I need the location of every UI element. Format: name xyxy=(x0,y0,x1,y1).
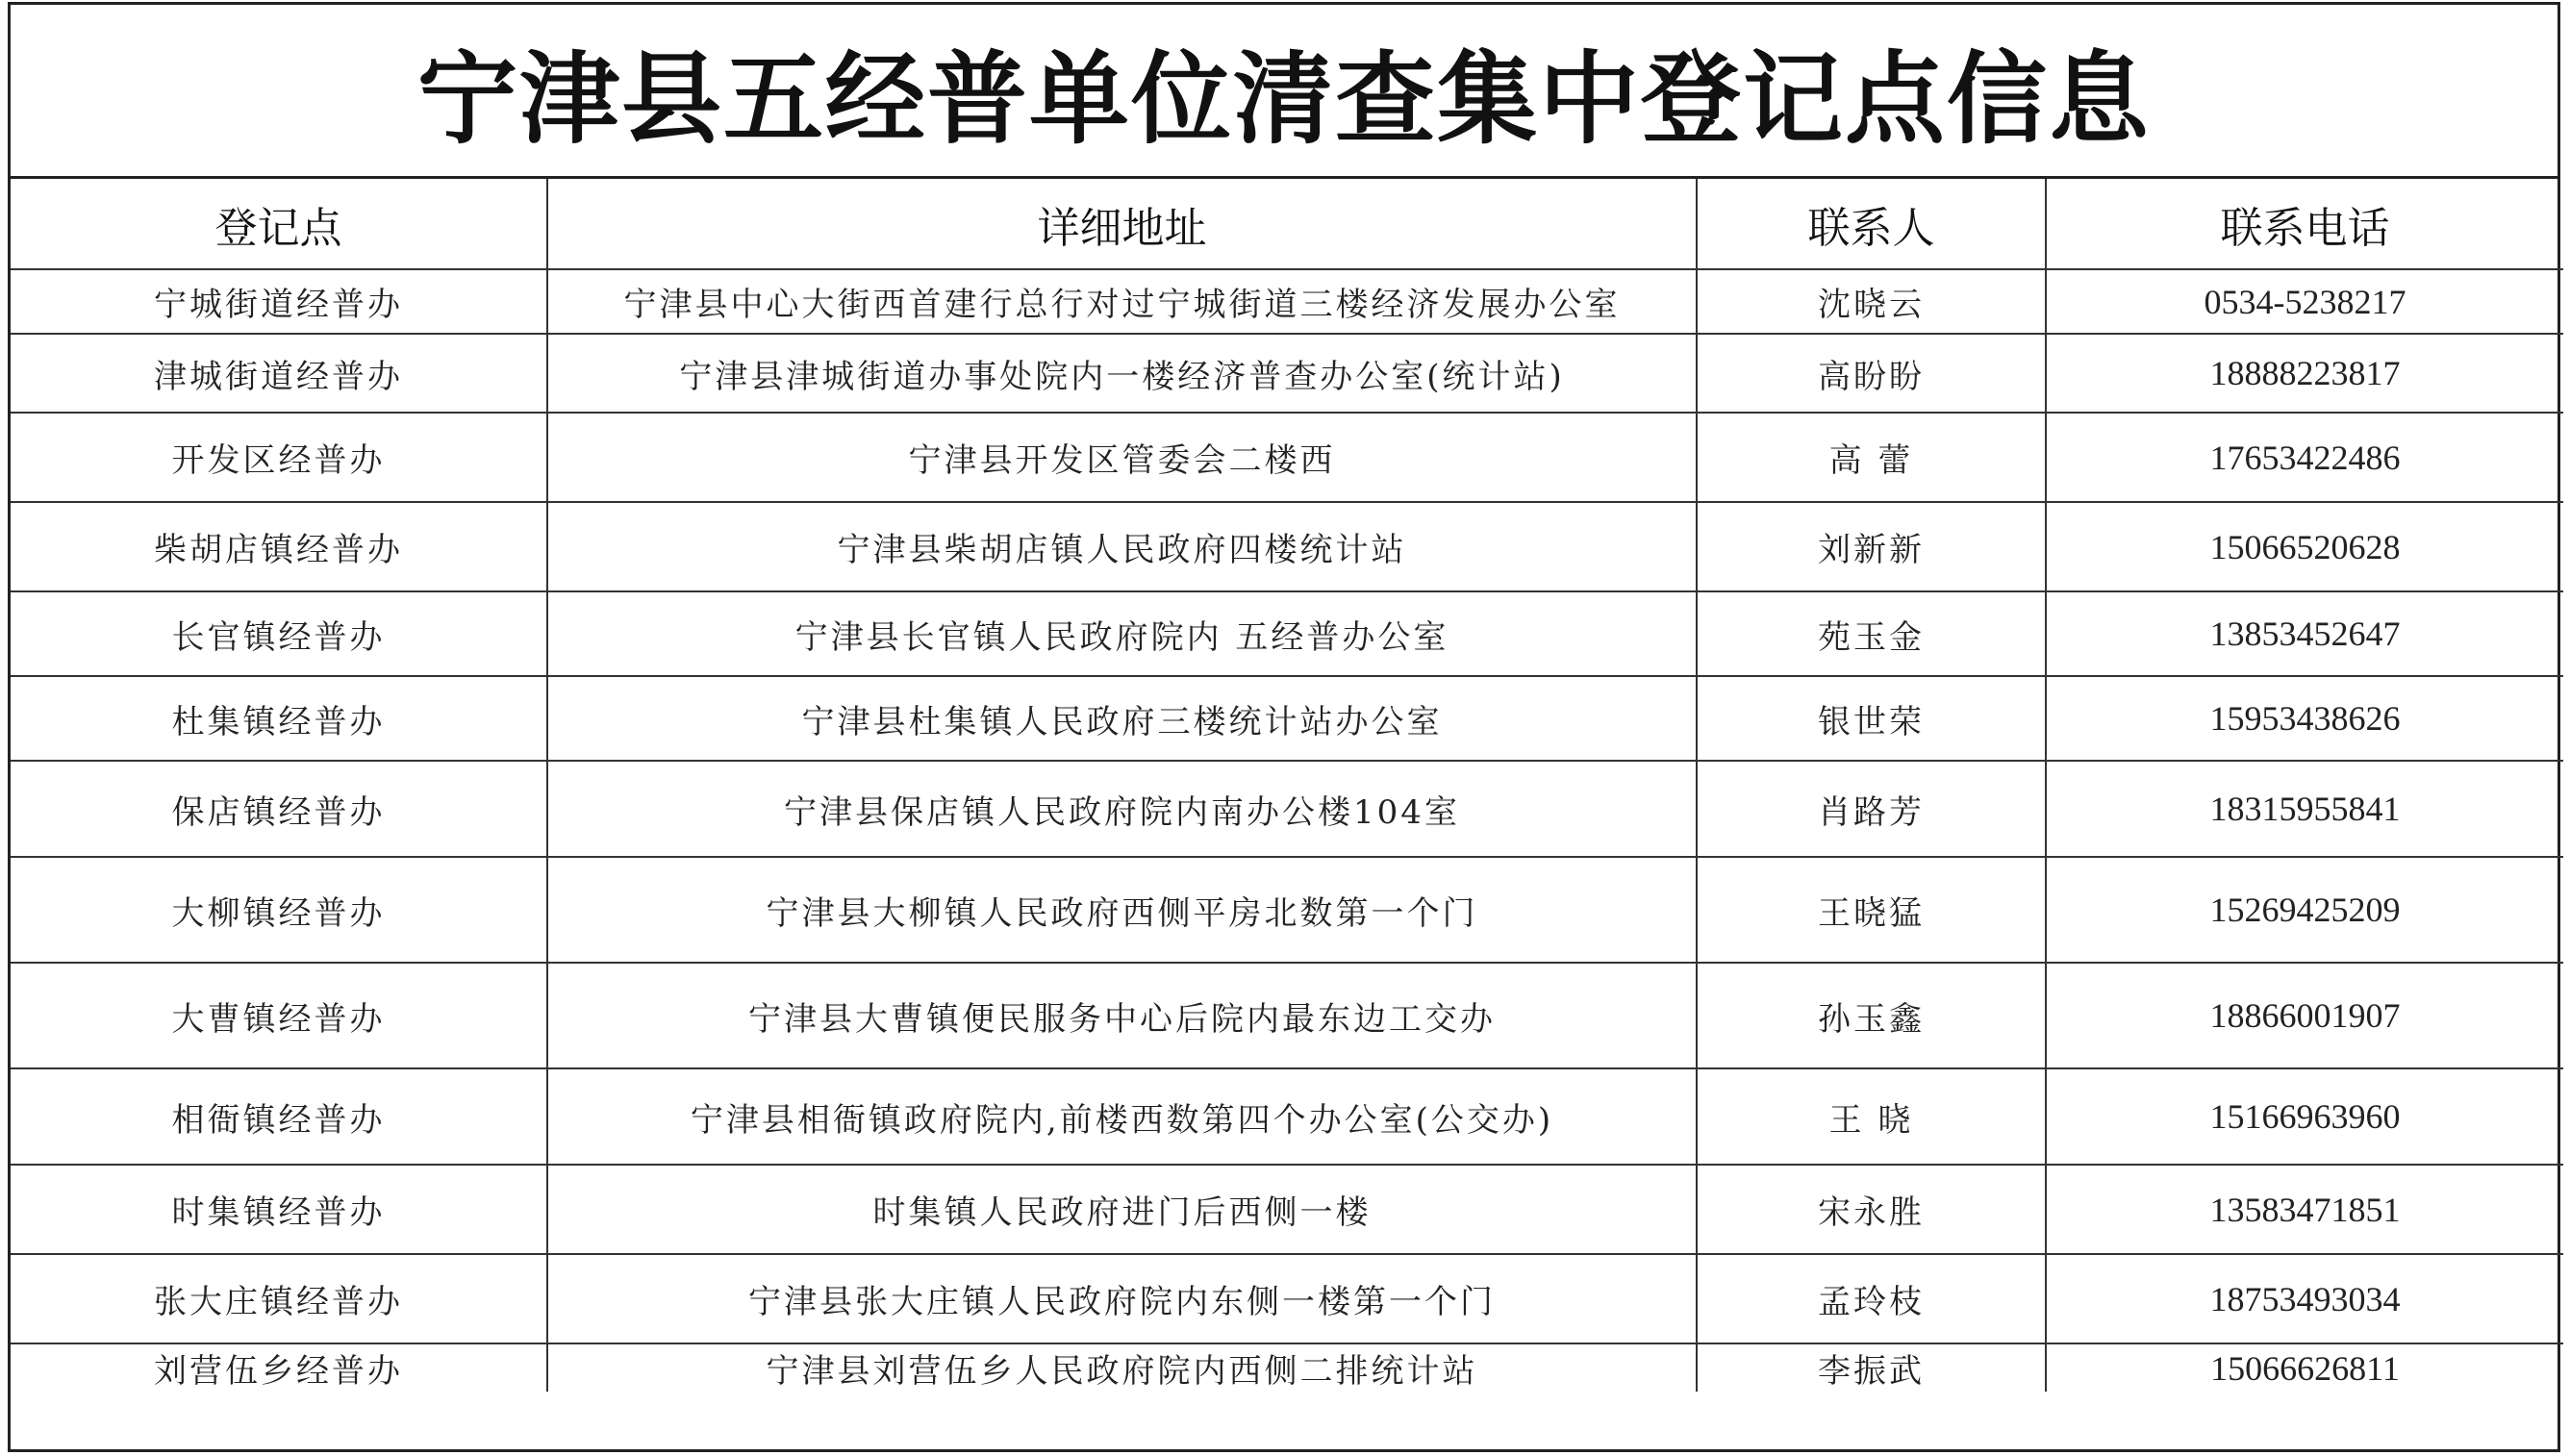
cell-site: 大曹镇经普办 xyxy=(11,963,547,1068)
cell-site: 相衙镇经普办 xyxy=(11,1068,547,1165)
table-row xyxy=(11,963,2563,1068)
cell-phone: 13583471851 xyxy=(2046,1165,2563,1254)
cell-site: 开发区经普办 xyxy=(11,413,547,502)
cell-address: 宁津县开发区管委会二楼西 xyxy=(547,413,1697,502)
cell-phone: 13853452647 xyxy=(2046,591,2563,676)
cell-address: 宁津县张大庄镇人民政府院内东侧一楼第一个门 xyxy=(547,1254,1697,1343)
page-title: 宁津县五经普单位清查集中登记点信息 xyxy=(11,5,2557,179)
cell-site: 柴胡店镇经普办 xyxy=(11,502,547,591)
cell-phone: 15066520628 xyxy=(2046,502,2563,591)
cell-contact: 孟玲枝 xyxy=(1697,1254,2046,1343)
table-row xyxy=(11,1165,2563,1254)
cell-site: 大柳镇经普办 xyxy=(11,857,547,963)
table-row xyxy=(11,857,2563,963)
column-header-phone: 联系电话 xyxy=(2046,179,2563,269)
cell-address: 宁津县津城街道办事处院内一楼经济普查办公室(统计站) xyxy=(547,334,1697,413)
table-row xyxy=(11,1068,2563,1165)
cell-phone: 17653422486 xyxy=(2046,413,2563,502)
cell-address: 宁津县保店镇人民政府院内南办公楼104室 xyxy=(547,761,1697,857)
table-row xyxy=(11,761,2563,857)
cell-address: 宁津县杜集镇人民政府三楼统计站办公室 xyxy=(547,676,1697,761)
cell-phone: 15166963960 xyxy=(2046,1068,2563,1165)
cell-address: 宁津县长官镇人民政府院内 五经普办公室 xyxy=(547,591,1697,676)
registration-table xyxy=(11,179,2563,1392)
cell-address: 宁津县相衙镇政府院内,前楼西数第四个办公室(公交办) xyxy=(547,1068,1697,1165)
cell-contact: 王 晓 xyxy=(1697,1068,2046,1165)
cell-phone: 18315955841 xyxy=(2046,761,2563,857)
cell-site: 张大庄镇经普办 xyxy=(11,1254,547,1343)
cell-address: 时集镇人民政府进门后西侧一楼 xyxy=(547,1165,1697,1254)
table-header-row xyxy=(11,179,2563,269)
cell-address: 宁津县大曹镇便民服务中心后院内最东边工交办 xyxy=(547,963,1697,1068)
cell-contact: 孙玉鑫 xyxy=(1697,963,2046,1068)
cell-contact: 王晓猛 xyxy=(1697,857,2046,963)
table-row xyxy=(11,334,2563,413)
table-row xyxy=(11,269,2563,334)
column-header-contact: 联系人 xyxy=(1697,179,2046,269)
cell-phone: 15269425209 xyxy=(2046,857,2563,963)
cell-phone: 18753493034 xyxy=(2046,1254,2563,1343)
cell-site: 刘营伍乡经普办 xyxy=(11,1343,547,1392)
cell-site: 时集镇经普办 xyxy=(11,1165,547,1254)
cell-site: 宁城街道经普办 xyxy=(11,269,547,334)
cell-contact: 宋永胜 xyxy=(1697,1165,2046,1254)
cell-site: 保店镇经普办 xyxy=(11,761,547,857)
table-row xyxy=(11,591,2563,676)
cell-site: 津城街道经普办 xyxy=(11,334,547,413)
cell-site: 杜集镇经普办 xyxy=(11,676,547,761)
cell-contact: 李振武 xyxy=(1697,1343,2046,1392)
cell-address: 宁津县刘营伍乡人民政府院内西侧二排统计站 xyxy=(547,1343,1697,1392)
table-row xyxy=(11,1343,2563,1392)
cell-site: 长官镇经普办 xyxy=(11,591,547,676)
table-row xyxy=(11,502,2563,591)
table-row xyxy=(11,1254,2563,1343)
cell-address: 宁津县柴胡店镇人民政府四楼统计站 xyxy=(547,502,1697,591)
table-row xyxy=(11,413,2563,502)
table-row xyxy=(11,676,2563,761)
cell-contact: 刘新新 xyxy=(1697,502,2046,591)
cell-contact: 银世荣 xyxy=(1697,676,2046,761)
cell-contact: 高 蕾 xyxy=(1697,413,2046,502)
cell-phone: 15953438626 xyxy=(2046,676,2563,761)
cell-address: 宁津县中心大街西首建行总行对过宁城街道三楼经济发展办公室 xyxy=(547,269,1697,334)
cell-contact: 肖路芳 xyxy=(1697,761,2046,857)
column-header-site: 登记点 xyxy=(11,179,547,269)
cell-phone: 15066626811 xyxy=(2210,1348,2400,1388)
registration-sheet xyxy=(8,2,2560,1452)
cell-phone: 18888223817 xyxy=(2046,334,2563,413)
cell-phone: 0534-5238217 xyxy=(2046,269,2563,334)
cell-contact: 苑玉金 xyxy=(1697,591,2046,676)
cell-address: 宁津县大柳镇人民政府西侧平房北数第一个门 xyxy=(547,857,1697,963)
cell-contact: 高盼盼 xyxy=(1697,334,2046,413)
column-header-address: 详细地址 xyxy=(547,179,1697,269)
cell-contact: 沈晓云 xyxy=(1697,269,2046,334)
cell-phone: 18866001907 xyxy=(2046,963,2563,1068)
